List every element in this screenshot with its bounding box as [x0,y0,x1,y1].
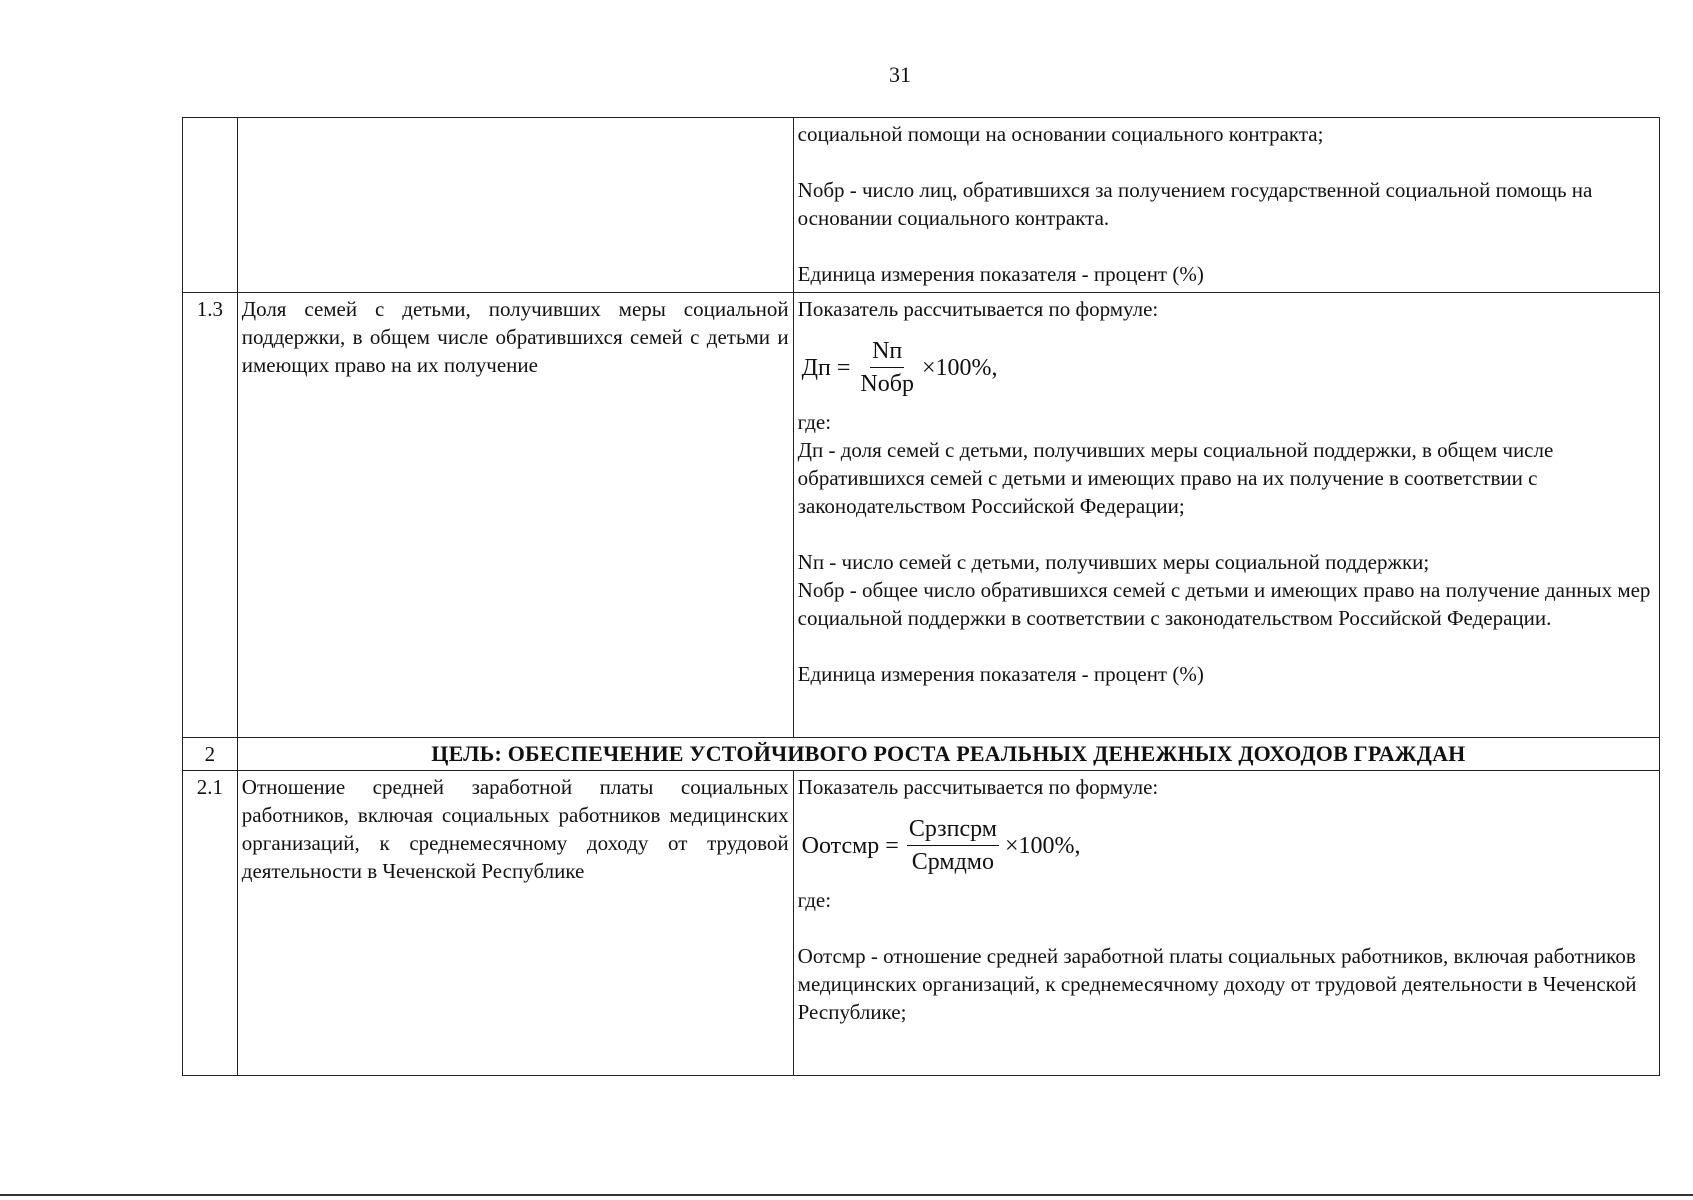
table-row-continuation [183,118,1660,293]
table-row-2-1 [183,771,1660,1076]
unit-line: Единица измерения показателя - процент (%) [797,262,1204,286]
calculation-cell [793,118,1659,293]
formula [802,815,1655,876]
row-number-cell: 2.1 [183,771,238,1076]
indicator-name-cell [237,118,793,293]
calculation-cell [793,293,1659,738]
formula-rhs: ×100%, [921,354,998,381]
row-number-cell: 1.3 [183,293,238,738]
where-label: где: [797,410,832,434]
formula-fraction [858,337,916,398]
page-number: 31 [889,62,911,87]
formula-lhs: Дп = [801,354,851,381]
formula [802,337,1655,398]
definition-dp: Дп - доля семей с детьми, получивших меры социальной поддержки, в общем числе обратившихся семей с детьми и имеющих право на их получение в соответствии с законодательством Российской Федерации; [797,438,1554,518]
definition-ootsmr: Оотсмр - отношение средней заработной платы социальных работников, включая работников медицинских организаций, к среднемесячному доходу от трудовой деятельности в Чеченской Республике; [797,944,1637,1024]
formula-numerator: Срзпсрм [907,815,999,846]
formula-fraction [907,815,999,876]
formula-intro: Показатель рассчитывается по формуле: [797,775,1159,799]
goal-heading: ЦЕЛЬ: ОБЕСПЕЧЕНИЕ УСТОЙЧИВОГО РОСТА РЕАЛЬНЫХ ДЕНЕЖНЫХ ДОХОДОВ ГРАЖДАН [237,738,1659,771]
table-row-goal-2 [183,738,1660,771]
formula-denominator: Срмдмо [911,849,994,875]
formula-numerator: Nп [870,337,904,368]
definition-np: Nп - число семей с детьми, получивших меры социальной поддержки; [797,550,1430,574]
row-number-cell [183,118,238,293]
formula-denominator: Nобр [860,371,914,397]
definition-nobr: Nобр - общее число обратившихся семей с детьми и имеющих право на получение данных мер социальной поддержки в соответствии с законодательством Российской Федерации. [797,578,1651,630]
indicator-name-cell: Отношение средней заработной платы социальных работников, включая социальных работников медицинских организаций, к среднемесячному доходу от трудовой деятельности в Чеченской Республике [237,771,793,1076]
definition-nobr: Nобр - число лиц, обратившихся за получением государственной социальной помощь на основании социального контракта. [797,178,1593,230]
text-line: социальной помощи на основании социального контракта; [797,122,1324,146]
indicator-name-cell: Доля семей с детьми, получивших меры социальной поддержки, в общем числе обратившихся семей с детьми и имеющих право на их получение [237,293,793,738]
formula-lhs: Оотсмр = [801,832,899,859]
page-bottom-rule [0,1194,1693,1196]
unit-line: Единица измерения показателя - процент (%) [797,662,1204,686]
where-label: где: [797,888,832,912]
indicator-table [182,117,1660,1076]
calculation-cell [793,771,1659,1076]
row-number-cell: 2 [183,738,238,771]
table-row-1-3 [183,293,1660,738]
formula-intro: Показатель рассчитывается по формуле: [797,297,1159,321]
formula-rhs: ×100%, [1004,832,1081,859]
